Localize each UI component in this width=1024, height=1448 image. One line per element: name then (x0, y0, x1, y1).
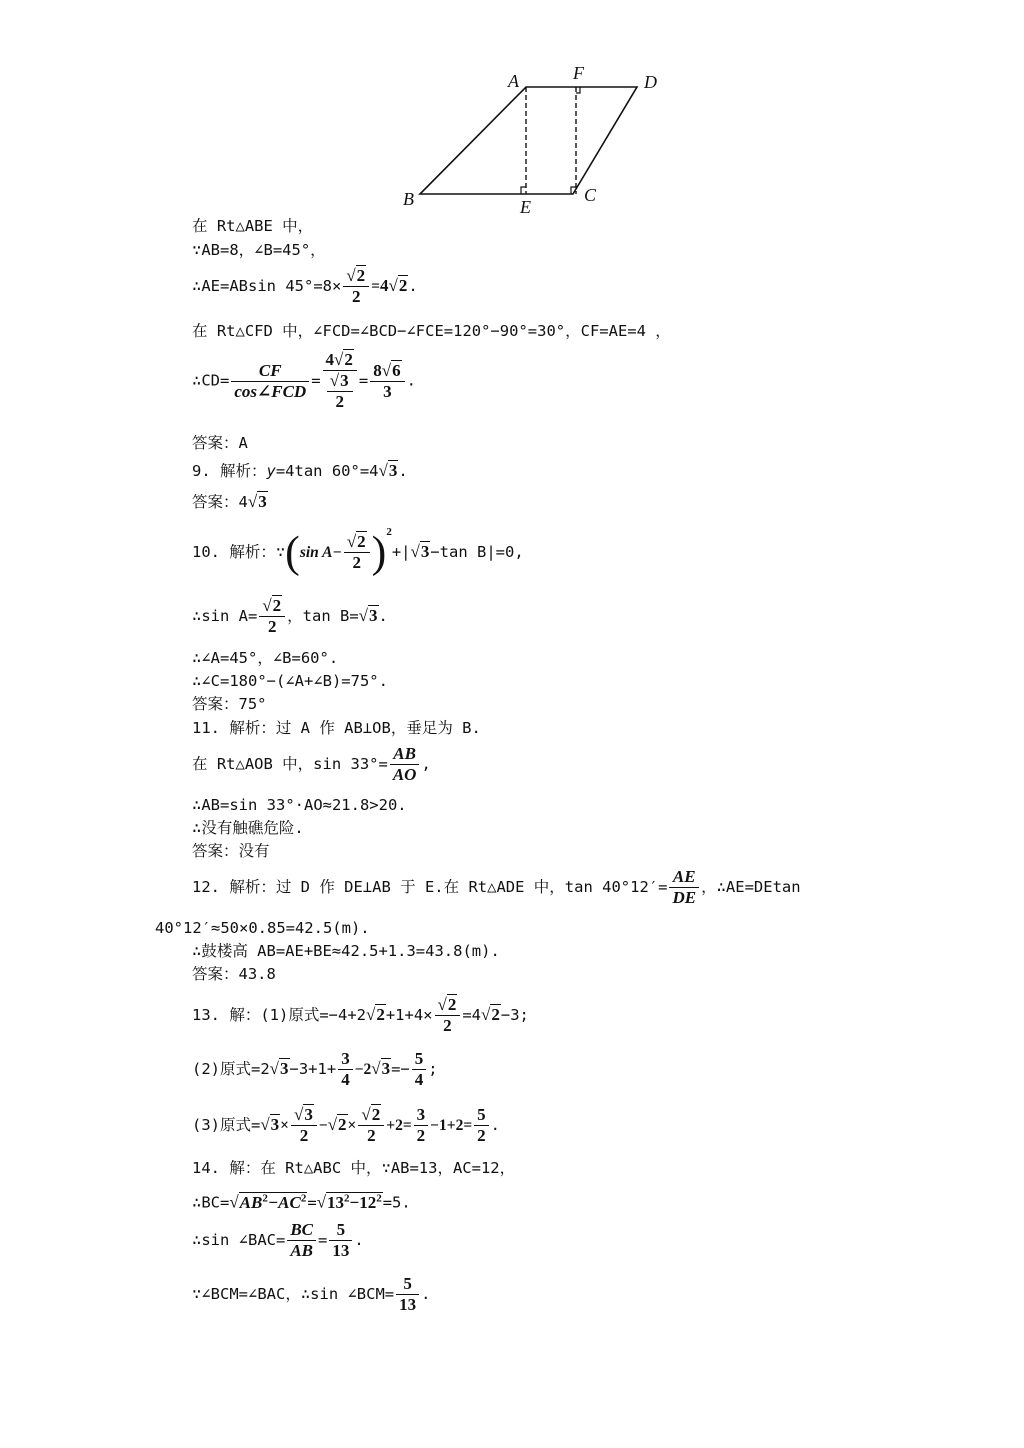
s8-line-2: ∵AB=8，∠B=45°， (192, 241, 326, 259)
s10-line-2: ∴sin A= $\frac{√2}{2}$ ，tan B=√3. (192, 596, 388, 636)
s8-line-5: ∴CD= $\frac{CF}{\text{cos∠FCD}}$ = $\frac{4√2}{\frac{√3}{2}}$ = $\frac{8√6}{3}$ . (192, 350, 416, 411)
s10-answer: 答案：75° (192, 695, 267, 713)
fraction: $\frac{5}{13}$ (396, 1274, 419, 1315)
s14-line-3: ∴sin ∠BAC= $\frac{BC}{AB}$ = $\frac{5}{13}$ . (192, 1220, 364, 1260)
s12-line-1: 12. 解析：过 D 作 DE⊥AB 于 E.在 Rt△ADE 中，tan 40°12′= $\frac{AE}{DE}$ ，∴AE=DEtan (192, 867, 801, 907)
fraction: $\frac{3}{2}$ (414, 1105, 429, 1146)
s14-line-4: ∵∠BCM=∠BAC，∴sin ∠BCM= $\frac{5}{13}$ . (192, 1274, 431, 1314)
fraction: $\frac{√3}{2}$ (291, 1105, 317, 1146)
fraction-ae-de: $\frac{AE}{DE}$ (669, 867, 699, 908)
label-c: C (584, 185, 597, 205)
fraction-cf-cos: $\frac{CF}{\text{cos∠FCD}}$ (231, 361, 309, 402)
label-a: A (508, 71, 519, 91)
s12-line-2: 40°12′≈50×0.85=42.5(m). (155, 919, 370, 937)
s11-line-3: ∴AB=sin 33°·AO≈21.8>20. (192, 796, 407, 814)
s14-line-1: 14. 解：在 Rt△ABC 中，∵AB=13，AC=12， (192, 1159, 516, 1177)
s13-line-2: (2)原式=2√3−3+1+ $\frac{3}{4}$ −2√3=− $\frac{5}{4}$ ; (192, 1049, 438, 1089)
s8-line-3-text: ∴AE=ABsin 45°=8× (192, 277, 342, 295)
fraction-bc-ab: $\frac{BC}{AB}$ (287, 1220, 316, 1261)
fraction: $\frac{5}{2}$ (474, 1105, 489, 1146)
label-d: D (644, 72, 657, 92)
s8-line-1: 在 Rt△ABE 中， (192, 217, 314, 235)
parallelogram-abcd (420, 87, 637, 194)
label-b: B (403, 189, 414, 209)
s12-answer: 答案：43.8 (192, 965, 276, 983)
right-angle-mark-e (521, 187, 526, 194)
s8-answer: 答案：A (192, 434, 248, 452)
s11-line-1: 11. 解析：过 A 作 AB⊥OB，垂足为 B. (192, 719, 481, 737)
fraction: $\frac{√2}{2}$ (344, 532, 370, 573)
s11-line-2: 在 Rt△AOB 中，sin 33°= $\frac{AB}{AO}$ , (192, 744, 431, 784)
fraction-8r6-3: $\frac{8√6}{3}$ (370, 361, 404, 402)
s10-line-3: ∴∠A=45°，∠B=60°. (192, 649, 339, 667)
fraction-4r2-r3-2: $\frac{4√2}{\frac{√3}{2}}$ (323, 350, 357, 412)
s8-line-4: 在 Rt△CFD 中，∠FCD=∠BCD−∠FCE=120°−90°=30°，CF=AE=4 ， (192, 322, 671, 340)
fraction: $\frac{√2}{2}$ (435, 995, 461, 1036)
label-e: E (520, 197, 531, 217)
s8-line-3: ∴AE=ABsin 45°=8× $\frac{√2}{2}$ =4√2. (192, 266, 418, 306)
s9-answer: 答案：4√3 (192, 492, 267, 511)
s14-line-2: $\therefore BC=√AB^2-AC^2=√13^2-12^2=5$. (192, 1192, 411, 1212)
s12-line-3: ∴鼓楼高 AB=AE+BE≈42.5+1.3=43.8(m). (192, 942, 500, 960)
fraction: $\frac{5}{4}$ (412, 1049, 427, 1090)
fraction: $\frac{√2}{2}$ (343, 266, 369, 307)
s11-answer: 答案：没有 (192, 842, 270, 860)
s9-line-1: 9. 解析：y=4tan 60°=4√3. (192, 461, 408, 480)
s11-line-4: ∴没有触礁危险. (192, 819, 304, 837)
fraction: $\frac{5}{13}$ (329, 1220, 352, 1261)
label-f: F (573, 63, 584, 83)
fraction-ab-ao: $\frac{AB}{AO}$ (390, 744, 420, 785)
s13-line-3: (3)原式=√3× $\frac{√3}{2}$ −√2× $\frac{√2}{2}$ +2= $\frac{3}{2}$ −1+2= $\frac{5}{2}$ . (192, 1105, 500, 1145)
parallelogram-figure (390, 60, 680, 220)
fraction: $\frac{3}{4}$ (338, 1049, 353, 1090)
fraction: $\frac{√2}{2}$ (259, 596, 285, 637)
s10-line-4: ∴∠C=180°−(∠A+∠B)=75°. (192, 672, 388, 690)
s13-line-1: 13. 解：(1)原式=−4+2√2+1+4× $\frac{√2}{2}$ =4√2−3; (192, 995, 529, 1035)
s10-line-1: 10. 解析：∵(sin A− $\frac{√2}{2}$ )$^2$+|√3−tan B|=0, (192, 526, 524, 577)
fraction: $\frac{√2}{2}$ (358, 1105, 384, 1146)
